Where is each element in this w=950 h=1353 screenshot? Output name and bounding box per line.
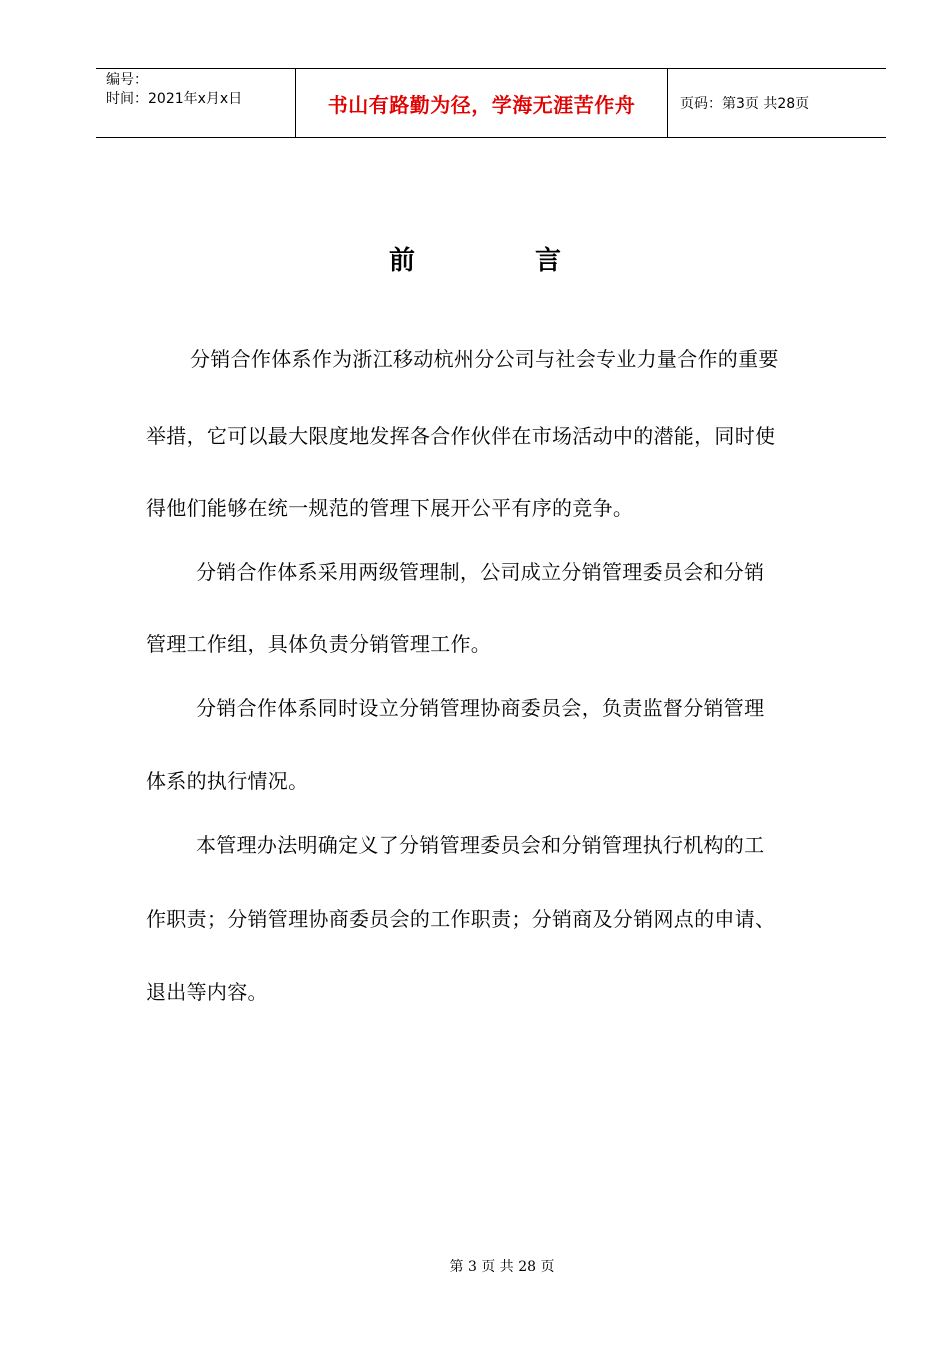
body-line-2: 举措，它可以最大限度地发挥各合作伙伴在市场活动中的潜能，同时使 bbox=[146, 424, 776, 448]
header-motto: 书山有路勤为径，学海无涯苦作舟 bbox=[296, 69, 668, 137]
title-char-2: 言 bbox=[535, 246, 562, 276]
body-line-4: 分销合作体系采用两级管理制，公司成立分销管理委员会和分销 bbox=[196, 560, 765, 584]
body-line-10: 退出等内容。 bbox=[146, 980, 268, 1004]
body-line-6: 分销合作体系同时设立分销管理协商委员会，负责监督分销管理 bbox=[196, 696, 765, 720]
serial-label: 编号： bbox=[106, 72, 148, 88]
body-line-1: 分销合作体系作为浙江移动杭州分公司与社会专业力量合作的重要 bbox=[190, 347, 779, 371]
page-footer: 第 3 页 共 28 页 bbox=[449, 1259, 555, 1275]
body-line-7: 体系的执行情况。 bbox=[146, 769, 309, 793]
page-title bbox=[0, 240, 950, 277]
header-meta bbox=[96, 69, 296, 137]
body-line-8: 本管理办法明确定义了分销管理委员会和分销管理执行机构的工 bbox=[196, 833, 765, 857]
date-label: 时间：2021年x月x日 bbox=[106, 91, 243, 107]
body-line-3: 得他们能够在统一规范的管理下展开公平有序的竞争。 bbox=[146, 496, 634, 520]
page-header bbox=[96, 68, 886, 138]
body-line-9: 作职责；分销管理协商委员会的工作职责；分销商及分销网点的申请、 bbox=[146, 907, 776, 931]
body-line-5: 管理工作组，具体负责分销管理工作。 bbox=[146, 632, 492, 656]
header-page-label: 页码：第3页 共28页 bbox=[680, 96, 810, 112]
title-char-1: 前 bbox=[388, 246, 415, 276]
